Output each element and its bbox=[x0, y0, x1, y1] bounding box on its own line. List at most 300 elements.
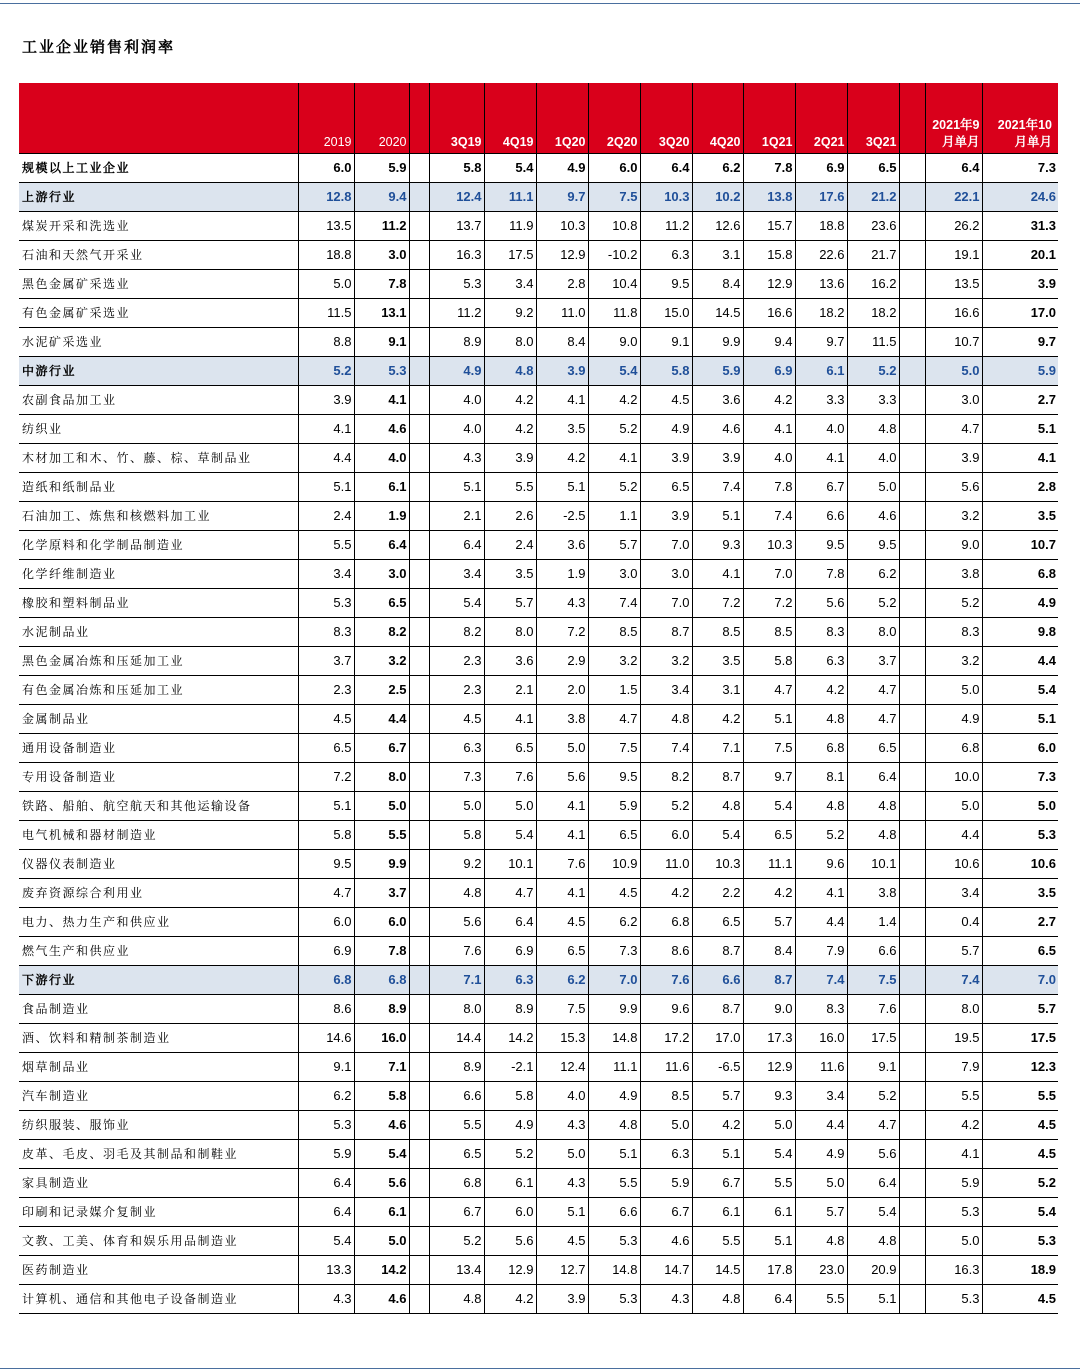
header-2q20: 2Q20 bbox=[588, 83, 640, 153]
value-cell: 5.6 bbox=[847, 1139, 899, 1168]
value-cell: 10.8 bbox=[588, 211, 640, 240]
gap-cell bbox=[899, 733, 925, 762]
value-cell: 12.4 bbox=[429, 182, 484, 211]
table-row bbox=[19, 994, 1058, 1023]
value-cell: 4.5 bbox=[536, 907, 588, 936]
value-cell: 5.6 bbox=[925, 472, 982, 501]
gap-cell bbox=[899, 1197, 925, 1226]
value-cell: 5.0 bbox=[536, 1139, 588, 1168]
value-cell: 8.9 bbox=[429, 1052, 484, 1081]
value-cell: 3.8 bbox=[847, 878, 899, 907]
value-cell: 6.4 bbox=[354, 530, 409, 559]
value-cell: 8.8 bbox=[298, 327, 354, 356]
header-3q21: 3Q21 bbox=[847, 83, 899, 153]
value-cell: 9.5 bbox=[795, 530, 847, 559]
value-cell: 6.1 bbox=[484, 1168, 536, 1197]
value-cell: 2.4 bbox=[484, 530, 536, 559]
gap-cell bbox=[899, 182, 925, 211]
value-cell: 7.9 bbox=[795, 936, 847, 965]
value-cell: 6.5 bbox=[847, 733, 899, 762]
value-cell: 5.7 bbox=[982, 994, 1058, 1023]
value-cell: 5.9 bbox=[354, 153, 409, 182]
value-cell: 0.4 bbox=[925, 907, 982, 936]
row-label: 石油和天然气开采业 bbox=[19, 240, 298, 269]
value-cell: 5.2 bbox=[847, 1081, 899, 1110]
value-cell: 5.0 bbox=[354, 791, 409, 820]
table-row bbox=[19, 1110, 1058, 1139]
value-cell: 4.2 bbox=[743, 385, 795, 414]
value-cell: 8.0 bbox=[429, 994, 484, 1023]
gap-cell bbox=[409, 298, 429, 327]
value-cell: 13.5 bbox=[298, 211, 354, 240]
value-cell: 2.4 bbox=[298, 501, 354, 530]
value-cell: 4.1 bbox=[536, 820, 588, 849]
value-cell: 8.9 bbox=[484, 994, 536, 1023]
value-cell: 19.5 bbox=[925, 1023, 982, 1052]
value-cell: 6.5 bbox=[298, 733, 354, 762]
value-cell: 13.7 bbox=[429, 211, 484, 240]
value-cell: 4.2 bbox=[640, 878, 692, 907]
value-cell: 11.9 bbox=[484, 211, 536, 240]
value-cell: 4.6 bbox=[847, 501, 899, 530]
value-cell: 5.2 bbox=[982, 1168, 1058, 1197]
value-cell: 1.9 bbox=[536, 559, 588, 588]
value-cell: 4.2 bbox=[743, 878, 795, 907]
value-cell: 6.5 bbox=[588, 820, 640, 849]
gap-cell bbox=[409, 153, 429, 182]
value-cell: 7.0 bbox=[982, 965, 1058, 994]
value-cell: 31.3 bbox=[982, 211, 1058, 240]
value-cell: 4.6 bbox=[692, 414, 743, 443]
gap-cell bbox=[899, 327, 925, 356]
header-gap bbox=[899, 83, 925, 153]
row-label: 石油加工、炼焦和核燃料加工业 bbox=[19, 501, 298, 530]
value-cell: 5.8 bbox=[298, 820, 354, 849]
gap-cell bbox=[409, 1226, 429, 1255]
value-cell: 5.1 bbox=[588, 1139, 640, 1168]
top-rule bbox=[0, 3, 1080, 4]
value-cell: 11.2 bbox=[354, 211, 409, 240]
value-cell: 6.3 bbox=[429, 733, 484, 762]
value-cell: 5.1 bbox=[692, 501, 743, 530]
value-cell: 3.7 bbox=[354, 878, 409, 907]
row-label: 燃气生产和供应业 bbox=[19, 936, 298, 965]
value-cell: 5.4 bbox=[484, 820, 536, 849]
value-cell: 4.7 bbox=[925, 414, 982, 443]
value-cell: 3.4 bbox=[925, 878, 982, 907]
header-3q19: 3Q19 bbox=[429, 83, 484, 153]
value-cell: 5.3 bbox=[925, 1284, 982, 1313]
value-cell: 3.2 bbox=[640, 646, 692, 675]
value-cell: 14.6 bbox=[298, 1023, 354, 1052]
table-row bbox=[19, 1052, 1058, 1081]
row-label: 废弃资源综合利用业 bbox=[19, 878, 298, 907]
value-cell: 17.0 bbox=[692, 1023, 743, 1052]
header-4q19: 4Q19 bbox=[484, 83, 536, 153]
value-cell: 17.6 bbox=[795, 182, 847, 211]
value-cell: 5.0 bbox=[484, 791, 536, 820]
value-cell: 4.6 bbox=[354, 414, 409, 443]
gap-cell bbox=[899, 1284, 925, 1313]
value-cell: 8.0 bbox=[354, 762, 409, 791]
value-cell: 8.0 bbox=[484, 617, 536, 646]
header-oct-2021: 2021年10月单月 bbox=[982, 83, 1058, 153]
value-cell: 18.8 bbox=[795, 211, 847, 240]
value-cell: 18.2 bbox=[795, 298, 847, 327]
gap-cell bbox=[409, 965, 429, 994]
value-cell: 5.3 bbox=[298, 1110, 354, 1139]
table-row bbox=[19, 211, 1058, 240]
value-cell: 15.3 bbox=[536, 1023, 588, 1052]
value-cell: 7.5 bbox=[743, 733, 795, 762]
value-cell: 7.0 bbox=[743, 559, 795, 588]
table-row bbox=[19, 646, 1058, 675]
value-cell: 4.9 bbox=[429, 356, 484, 385]
value-cell: 4.8 bbox=[847, 820, 899, 849]
value-cell: 4.1 bbox=[536, 385, 588, 414]
value-cell: 4.3 bbox=[536, 1110, 588, 1139]
table-row bbox=[19, 1284, 1058, 1313]
gap-cell bbox=[899, 994, 925, 1023]
header-2020: 2020 bbox=[354, 83, 409, 153]
value-cell: 8.5 bbox=[743, 617, 795, 646]
value-cell: 4.4 bbox=[354, 704, 409, 733]
gap-cell bbox=[899, 588, 925, 617]
value-cell: 3.3 bbox=[847, 385, 899, 414]
row-label: 酒、饮料和精制茶制造业 bbox=[19, 1023, 298, 1052]
gap-cell bbox=[899, 530, 925, 559]
value-cell: 4.0 bbox=[743, 443, 795, 472]
value-cell: 8.9 bbox=[429, 327, 484, 356]
value-cell: 1.4 bbox=[847, 907, 899, 936]
row-label: 规模以上工业企业 bbox=[19, 153, 298, 182]
value-cell: 5.3 bbox=[982, 1226, 1058, 1255]
value-cell: 5.7 bbox=[484, 588, 536, 617]
value-cell: 12.9 bbox=[536, 240, 588, 269]
value-cell: 5.6 bbox=[536, 762, 588, 791]
value-cell: 10.2 bbox=[692, 182, 743, 211]
table-row bbox=[19, 704, 1058, 733]
header-1q20: 1Q20 bbox=[536, 83, 588, 153]
value-cell: 6.7 bbox=[795, 472, 847, 501]
value-cell: 8.2 bbox=[429, 617, 484, 646]
value-cell: 6.0 bbox=[298, 153, 354, 182]
gap-cell bbox=[409, 182, 429, 211]
value-cell: 4.9 bbox=[640, 414, 692, 443]
value-cell: 5.0 bbox=[925, 675, 982, 704]
gap-cell bbox=[899, 704, 925, 733]
value-cell: 5.3 bbox=[298, 588, 354, 617]
value-cell: 4.8 bbox=[795, 1226, 847, 1255]
value-cell: 4.1 bbox=[925, 1139, 982, 1168]
group-row bbox=[19, 356, 1058, 385]
value-cell: 5.4 bbox=[354, 1139, 409, 1168]
value-cell: 5.1 bbox=[847, 1284, 899, 1313]
gap-cell bbox=[899, 472, 925, 501]
row-label: 中游行业 bbox=[19, 356, 298, 385]
value-cell: 16.0 bbox=[354, 1023, 409, 1052]
row-label: 烟草制品业 bbox=[19, 1052, 298, 1081]
value-cell: 6.6 bbox=[429, 1081, 484, 1110]
value-cell: 5.4 bbox=[484, 153, 536, 182]
gap-cell bbox=[409, 1197, 429, 1226]
gap-cell bbox=[899, 501, 925, 530]
value-cell: 6.5 bbox=[484, 733, 536, 762]
value-cell: 4.8 bbox=[795, 791, 847, 820]
value-cell: 17.3 bbox=[743, 1023, 795, 1052]
value-cell: 6.8 bbox=[982, 559, 1058, 588]
row-label: 橡胶和塑料制品业 bbox=[19, 588, 298, 617]
value-cell: 4.2 bbox=[692, 704, 743, 733]
gap-cell bbox=[899, 617, 925, 646]
value-cell: 6.6 bbox=[692, 965, 743, 994]
value-cell: 3.4 bbox=[429, 559, 484, 588]
value-cell: 7.5 bbox=[536, 994, 588, 1023]
value-cell: 4.2 bbox=[536, 443, 588, 472]
row-label: 有色金属矿采选业 bbox=[19, 298, 298, 327]
value-cell: 3.5 bbox=[982, 878, 1058, 907]
value-cell: 5.1 bbox=[298, 472, 354, 501]
value-cell: 6.3 bbox=[484, 965, 536, 994]
value-cell: 12.8 bbox=[298, 182, 354, 211]
value-cell: 9.7 bbox=[795, 327, 847, 356]
value-cell: 5.2 bbox=[429, 1226, 484, 1255]
row-label: 造纸和纸制品业 bbox=[19, 472, 298, 501]
value-cell: 6.0 bbox=[588, 153, 640, 182]
value-cell: 3.9 bbox=[536, 356, 588, 385]
value-cell: 9.0 bbox=[588, 327, 640, 356]
value-cell: 3.6 bbox=[692, 385, 743, 414]
value-cell: 5.9 bbox=[298, 1139, 354, 1168]
row-label: 煤炭开采和洗选业 bbox=[19, 211, 298, 240]
value-cell: 5.2 bbox=[298, 356, 354, 385]
value-cell: 7.0 bbox=[588, 965, 640, 994]
value-cell: 8.1 bbox=[795, 762, 847, 791]
value-cell: 3.9 bbox=[982, 269, 1058, 298]
value-cell: 5.2 bbox=[925, 588, 982, 617]
row-label: 水泥制品业 bbox=[19, 617, 298, 646]
value-cell: 8.3 bbox=[925, 617, 982, 646]
value-cell: 4.8 bbox=[692, 791, 743, 820]
gap-cell bbox=[409, 1139, 429, 1168]
value-cell: 6.0 bbox=[484, 1197, 536, 1226]
value-cell: 8.0 bbox=[847, 617, 899, 646]
value-cell: 5.1 bbox=[743, 704, 795, 733]
row-label: 农副食品加工业 bbox=[19, 385, 298, 414]
header-2q21: 2Q21 bbox=[795, 83, 847, 153]
value-cell: 7.8 bbox=[743, 153, 795, 182]
value-cell: 5.6 bbox=[484, 1226, 536, 1255]
value-cell: 6.0 bbox=[354, 907, 409, 936]
value-cell: 7.5 bbox=[847, 965, 899, 994]
value-cell: 14.5 bbox=[692, 298, 743, 327]
value-cell: 6.6 bbox=[588, 1197, 640, 1226]
value-cell: 6.5 bbox=[743, 820, 795, 849]
value-cell: 12.9 bbox=[484, 1255, 536, 1284]
value-cell: 5.4 bbox=[692, 820, 743, 849]
row-label: 家具制造业 bbox=[19, 1168, 298, 1197]
table-row bbox=[19, 733, 1058, 762]
gap-cell bbox=[409, 356, 429, 385]
value-cell: 7.4 bbox=[640, 733, 692, 762]
value-cell: 6.8 bbox=[429, 1168, 484, 1197]
value-cell: 3.7 bbox=[847, 646, 899, 675]
value-cell: 2.8 bbox=[536, 269, 588, 298]
value-cell: 6.4 bbox=[847, 762, 899, 791]
value-cell: 2.2 bbox=[692, 878, 743, 907]
value-cell: 3.2 bbox=[588, 646, 640, 675]
value-cell: 3.7 bbox=[298, 646, 354, 675]
value-cell: 5.6 bbox=[795, 588, 847, 617]
value-cell: 4.1 bbox=[795, 878, 847, 907]
value-cell: 20.1 bbox=[982, 240, 1058, 269]
value-cell: 10.3 bbox=[692, 849, 743, 878]
value-cell: 4.1 bbox=[743, 414, 795, 443]
value-cell: 13.1 bbox=[354, 298, 409, 327]
value-cell: 3.6 bbox=[536, 530, 588, 559]
row-label: 纺织业 bbox=[19, 414, 298, 443]
value-cell: 1.9 bbox=[354, 501, 409, 530]
value-cell: 3.3 bbox=[795, 385, 847, 414]
gap-cell bbox=[899, 849, 925, 878]
value-cell: 6.8 bbox=[925, 733, 982, 762]
gap-cell bbox=[409, 994, 429, 1023]
row-label: 铁路、船舶、航空航天和其他运输设备 bbox=[19, 791, 298, 820]
gap-cell bbox=[899, 675, 925, 704]
value-cell: 5.7 bbox=[925, 936, 982, 965]
value-cell: 9.3 bbox=[692, 530, 743, 559]
gap-cell bbox=[899, 1226, 925, 1255]
gap-cell bbox=[409, 733, 429, 762]
value-cell: 12.3 bbox=[982, 1052, 1058, 1081]
gap-cell bbox=[409, 443, 429, 472]
value-cell: 6.1 bbox=[354, 472, 409, 501]
value-cell: 4.1 bbox=[795, 443, 847, 472]
value-cell: 17.8 bbox=[743, 1255, 795, 1284]
table-row bbox=[19, 907, 1058, 936]
value-cell: 4.9 bbox=[484, 1110, 536, 1139]
value-cell: 8.4 bbox=[743, 936, 795, 965]
total-row bbox=[19, 153, 1058, 182]
value-cell: 10.7 bbox=[925, 327, 982, 356]
value-cell: 4.0 bbox=[429, 414, 484, 443]
value-cell: 5.3 bbox=[925, 1197, 982, 1226]
value-cell: 5.0 bbox=[795, 1168, 847, 1197]
value-cell: 11.2 bbox=[640, 211, 692, 240]
value-cell: 7.5 bbox=[588, 733, 640, 762]
row-label: 文教、工美、体育和娱乐用品制造业 bbox=[19, 1226, 298, 1255]
table-row bbox=[19, 791, 1058, 820]
value-cell: 5.2 bbox=[484, 1139, 536, 1168]
gap-cell bbox=[899, 1052, 925, 1081]
value-cell: 5.3 bbox=[429, 269, 484, 298]
value-cell: 4.6 bbox=[354, 1110, 409, 1139]
value-cell: 9.0 bbox=[925, 530, 982, 559]
value-cell: 16.2 bbox=[847, 269, 899, 298]
page-title: 工业企业销售利润率 bbox=[22, 38, 176, 56]
value-cell: 14.7 bbox=[640, 1255, 692, 1284]
value-cell: 6.4 bbox=[847, 1168, 899, 1197]
value-cell: 9.5 bbox=[847, 530, 899, 559]
value-cell: 4.7 bbox=[298, 878, 354, 907]
value-cell: 6.7 bbox=[429, 1197, 484, 1226]
value-cell: 4.2 bbox=[484, 1284, 536, 1313]
value-cell: 8.2 bbox=[354, 617, 409, 646]
value-cell: 2.1 bbox=[429, 501, 484, 530]
gap-cell bbox=[409, 472, 429, 501]
table-row bbox=[19, 240, 1058, 269]
value-cell: 16.3 bbox=[925, 1255, 982, 1284]
value-cell: 4.2 bbox=[692, 1110, 743, 1139]
value-cell: 18.2 bbox=[847, 298, 899, 327]
value-cell: 5.3 bbox=[588, 1284, 640, 1313]
value-cell: 4.8 bbox=[484, 356, 536, 385]
value-cell: 4.7 bbox=[847, 675, 899, 704]
value-cell: 7.3 bbox=[982, 762, 1058, 791]
value-cell: 9.5 bbox=[298, 849, 354, 878]
value-cell: 8.7 bbox=[692, 762, 743, 791]
value-cell: 6.1 bbox=[354, 1197, 409, 1226]
row-label: 上游行业 bbox=[19, 182, 298, 211]
value-cell: 5.0 bbox=[298, 269, 354, 298]
value-cell: 8.5 bbox=[588, 617, 640, 646]
value-cell: 11.2 bbox=[429, 298, 484, 327]
value-cell: 7.4 bbox=[795, 965, 847, 994]
value-cell: 6.7 bbox=[640, 1197, 692, 1226]
value-cell: 4.8 bbox=[429, 878, 484, 907]
gap-cell bbox=[409, 1023, 429, 1052]
value-cell: 14.8 bbox=[588, 1255, 640, 1284]
table-row bbox=[19, 1081, 1058, 1110]
value-cell: 4.5 bbox=[536, 1226, 588, 1255]
value-cell: 6.8 bbox=[354, 965, 409, 994]
value-cell: 6.1 bbox=[795, 356, 847, 385]
table-row bbox=[19, 849, 1058, 878]
value-cell: 3.0 bbox=[354, 559, 409, 588]
value-cell: 3.1 bbox=[692, 675, 743, 704]
value-cell: 10.9 bbox=[588, 849, 640, 878]
value-cell: 4.8 bbox=[640, 704, 692, 733]
value-cell: 5.0 bbox=[925, 356, 982, 385]
value-cell: 7.6 bbox=[640, 965, 692, 994]
value-cell: 13.3 bbox=[298, 1255, 354, 1284]
value-cell: 12.9 bbox=[743, 269, 795, 298]
row-label: 化学纤维制造业 bbox=[19, 559, 298, 588]
value-cell: 2.8 bbox=[982, 472, 1058, 501]
value-cell: 6.2 bbox=[298, 1081, 354, 1110]
value-cell: 4.9 bbox=[925, 704, 982, 733]
value-cell: 10.6 bbox=[982, 849, 1058, 878]
value-cell: 23.6 bbox=[847, 211, 899, 240]
table-row bbox=[19, 501, 1058, 530]
value-cell: 3.9 bbox=[925, 443, 982, 472]
gap-cell bbox=[899, 936, 925, 965]
value-cell: 8.3 bbox=[795, 617, 847, 646]
value-cell: 11.6 bbox=[640, 1052, 692, 1081]
table-row bbox=[19, 762, 1058, 791]
value-cell: 13.4 bbox=[429, 1255, 484, 1284]
value-cell: 7.2 bbox=[536, 617, 588, 646]
value-cell: 5.4 bbox=[982, 1197, 1058, 1226]
value-cell: 5.8 bbox=[640, 356, 692, 385]
value-cell: 8.3 bbox=[795, 994, 847, 1023]
value-cell: 4.3 bbox=[640, 1284, 692, 1313]
value-cell: 4.8 bbox=[847, 791, 899, 820]
value-cell: 8.7 bbox=[692, 994, 743, 1023]
row-label: 黑色金属冶炼和压延加工业 bbox=[19, 646, 298, 675]
value-cell: 2.1 bbox=[484, 675, 536, 704]
gap-cell bbox=[409, 588, 429, 617]
